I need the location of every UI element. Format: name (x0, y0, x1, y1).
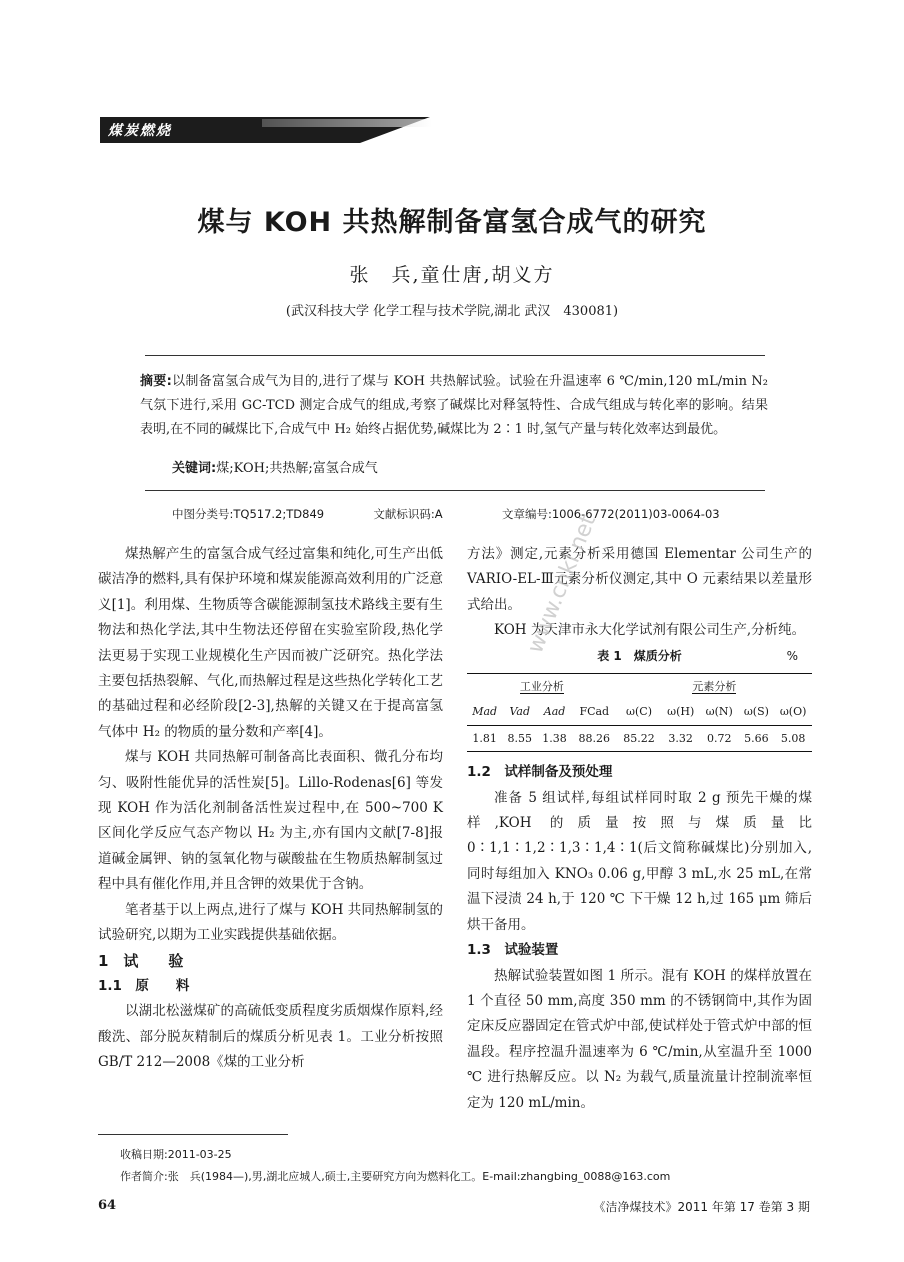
table-cell: 1.38 (542, 731, 567, 745)
abstract-top-rule (145, 355, 765, 356)
table-cell: 88.26 (578, 731, 611, 745)
article-number: 文章编号:1006-6772(2011)03-0064-03 (501, 507, 720, 521)
paragraph: 笔者基于以上两点,进行了煤与 KOH 共同热解制氢的试验研究,以期为工业实践提供基础依据。 (98, 901, 443, 944)
paragraph: 煤热解产生的富氢合成气经过富集和纯化,可生产出低碳洁净的燃料,具有保护环境和煤炭能源高效利用的广泛意义[1]。利用煤、生物质等含碳能源制氢技术路线主要有生物法和热化学法,其中生物法还停留在实验室阶段,热化学法更易于实现工业规模化生产因而被广泛研究。热化学法主要包括热裂解、气化,而热解过程是这些热化学转化工艺的基础过程和必经阶段[2-3],热解的关键又在于提高富氢气体中 H₂ 的物质的量分数和产率[4]。 (98, 546, 443, 740)
paragraph: 以湖北松滋煤矿的高硫低变质程度劣质烟煤作原料,经酸洗、部分脱灰精制后的煤质分析见表 1。工业分析按照 GB/T 212—2008《煤的工业分析 (98, 1003, 443, 1071)
section-heading-1-1: 1.1 原 料 (98, 977, 190, 994)
classification-row (172, 506, 720, 522)
table-cell: 0.72 (707, 731, 732, 745)
paragraph: 准备 5 组试样,每组试样同时取 2 g 预先干燥的煤样,KOH 的质量按照与煤质量比 0∶1,1∶1,2∶1,3∶1,4∶1(后文简称碱煤比)分别加入,同时每组加入 KNO₃ 0.06 g,甲醇 3 mL,水 25 mL,在常温下浸渍 24 h,于 120 ℃ 下干燥 12 h,过 165 μm 筛后烘干备用。 (467, 789, 812, 933)
table-cell: 5.66 (744, 731, 769, 745)
authors: 张 兵,童仕唐,胡义方 (349, 264, 555, 286)
abstract (140, 370, 768, 442)
author-bio: 作者简介:张 兵(1984—),男,湖北应城人,硕士,主要研究方向为燃料化工。E-mail:zhangbing_0088@163.com (120, 1170, 671, 1183)
section-heading-1-3: 1.3 试验装置 (467, 942, 559, 959)
paper-title: 煤与 KOH 共热解制备富氢合成气的研究 (197, 207, 707, 238)
received-date: 收稿日期:2011-03-25 (120, 1148, 232, 1161)
abstract-text: 以制备富氢合成气为目的,进行了煤与 KOH 共热解试验。试验在升温速率 6 ℃/min,120 mL/min N₂ 气氛下进行,采用 GC-TCD 测定合成气的组成,考察了碱煤比对释氢特性、合成气组成与转化率的影响。结果表明,在不同的碱煤比下,合成气中 H₂ 始终占据优势,碱煤比为 2∶1 时,氢气产量与转化效率达到最优。 (140, 374, 768, 437)
table-header-cell: ω(N) (705, 705, 733, 719)
table-group-header: 元素分析 (692, 680, 737, 694)
table-header-cell: Aad (543, 705, 566, 719)
table-group-header: 工业分析 (519, 680, 564, 694)
doc-code: 文献标识码:A (373, 507, 443, 521)
table-header-cell: Vad (509, 705, 530, 719)
paragraph: 热解试验装置如图 1 所示。混有 KOH 的煤样放置在 1 个直径 50 mm,高度 350 mm 的不锈钢筒中,其作为固定床反应器固定在管式炉中部,使试样处于管式炉中部的恒温段。程序控温升温速率为 6 ℃/min,从室温升至 1000 ℃ 进行热解反应。以 N₂ 为载气,质量流量计控制流率恒定为 120 mL/min。 (467, 967, 812, 1111)
table-caption-text: 表 1 煤质分析 (597, 648, 682, 663)
section-heading-1: 1 试 验 (98, 951, 184, 970)
table-cell: 85.22 (623, 731, 655, 745)
paragraph: KOH 为天津市永大化学试剂有限公司生产,分析纯。 (494, 622, 806, 639)
abstract-bottom-rule (145, 490, 765, 491)
table-header-cell: ω(O) (779, 705, 807, 719)
affiliation: (武汉科技大学 化学工程与技术学院,湖北 武汉 430081) (285, 304, 619, 319)
section-heading-1-2: 1.2 试样制备及预处理 (467, 764, 613, 781)
table-cell: 3.32 (668, 731, 693, 745)
section-band-fade (262, 119, 432, 127)
journal-info: 《洁净煤技术》2011 年第 17 卷第 3 期 (593, 1200, 810, 1214)
table-header-cell: FCad (579, 705, 610, 719)
footnote-rule (98, 1134, 288, 1135)
table-header-cell: ω(C) (626, 705, 653, 719)
abstract-label: 摘要: (140, 374, 172, 389)
table-header-cell: ω(S) (743, 705, 769, 719)
keywords (172, 457, 378, 476)
table-cell: 1.81 (472, 731, 497, 745)
keywords-text: 煤;KOH;共热解;富氢合成气 (216, 461, 378, 476)
table-header-cell: ω(H) (667, 705, 695, 719)
paragraph: 方法》测定,元素分析采用德国 Elementar 公司生产的 VARIO-EL-Ⅲ元素分析仪测定,其中 O 元素结果以差量形式给出。 (467, 546, 812, 613)
page-number: 64 (98, 1198, 117, 1213)
table-header-cell: Mad (472, 705, 498, 719)
keywords-label: 关键词: (172, 461, 217, 476)
left-column (98, 542, 443, 1076)
paragraph: 煤与 KOH 共同热解可制备高比表面积、微孔分布均匀、吸附性能优异的活性炭[5]。Lillo-Rodenas[6] 等发现 KOH 作为活化剂制备活性炭过程中,在 500~700 K 区间化学反应气态产物以 H₂ 为主,亦有国内文献[7-8]报道碱金属钾、钠的氢氧化物与碳酸盐在生物质热解制氢过程中具有催化作用,并且含钾的效果优于含钠。 (98, 749, 443, 893)
section-label: 煤炭燃烧 (108, 123, 172, 139)
table-unit: % (786, 648, 798, 663)
table-cell: 5.08 (780, 731, 806, 745)
table-cell: 8.55 (507, 731, 532, 745)
watermark: www.cnki.net (522, 511, 602, 657)
clc-code: 中图分类号:TQ517.2;TD849 (172, 507, 325, 521)
